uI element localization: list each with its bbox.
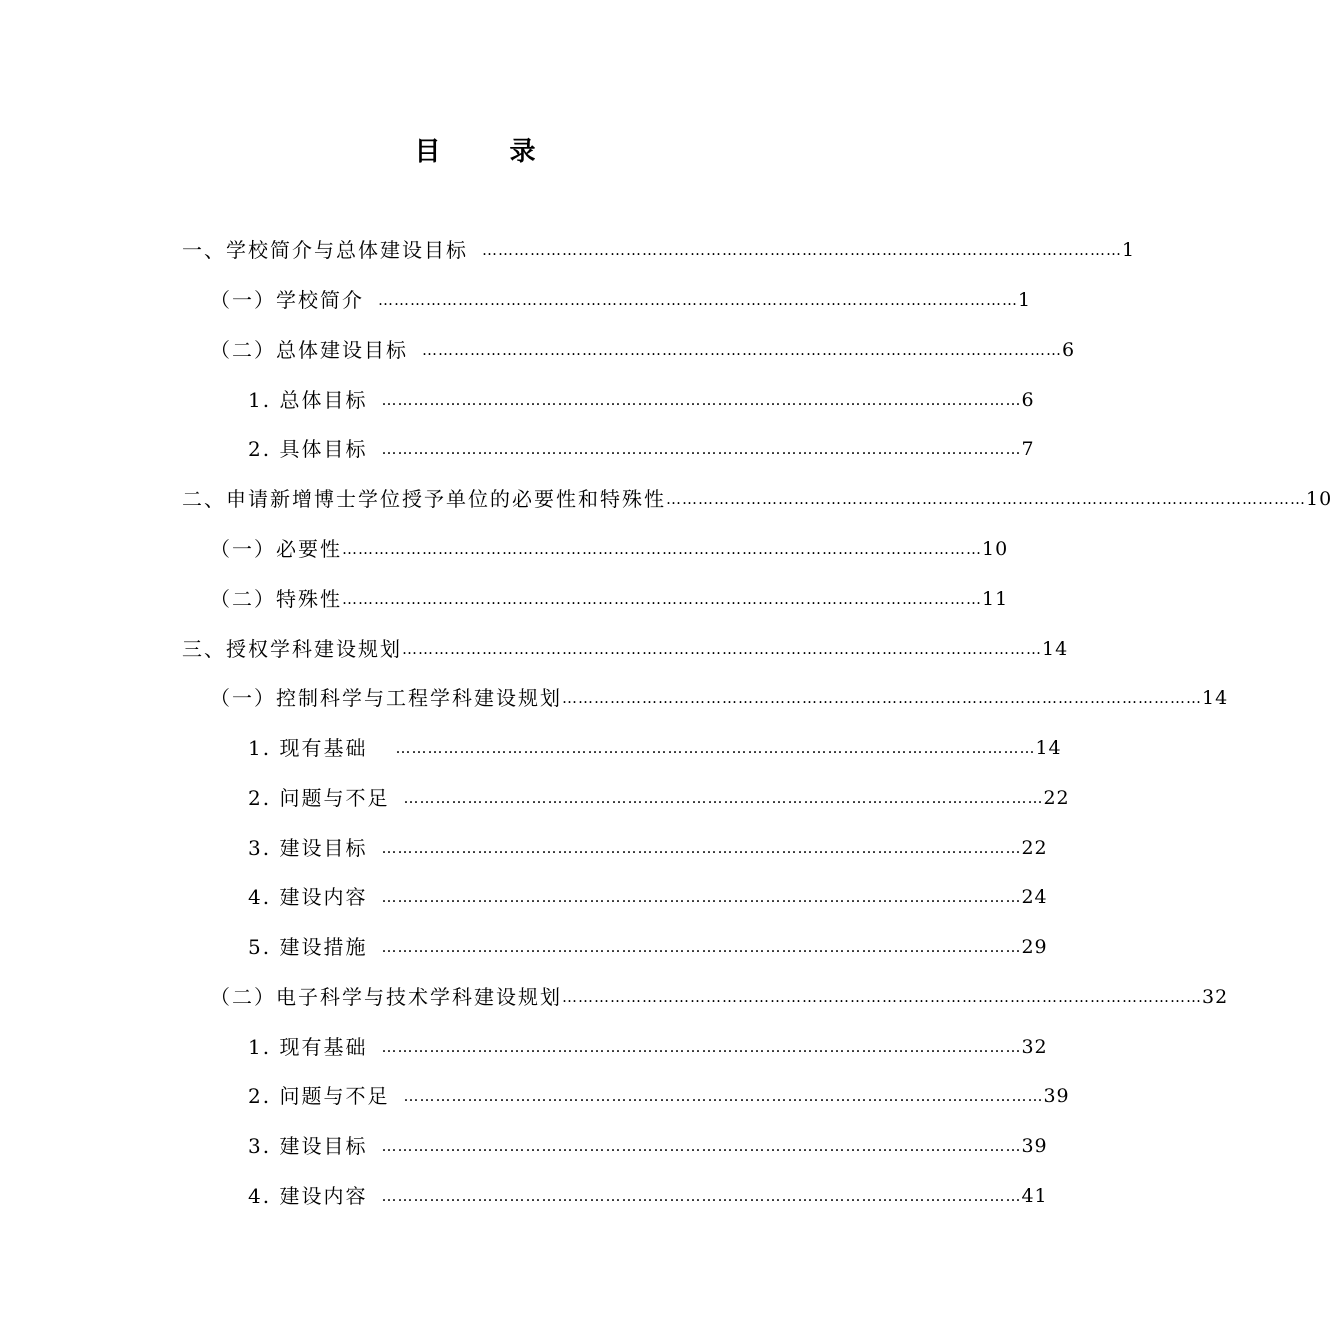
- dot-leader: …………………………………………………………………………………………………………: [381, 1137, 1022, 1155]
- toc-page-number: 32: [1202, 986, 1229, 1008]
- toc-entry[interactable]: [0, 385, 1035, 415]
- toc-page-number: 24: [1021, 886, 1048, 908]
- toc-entry-label: 2. 问题与不足: [248, 1084, 390, 1108]
- dot-leader: …………………………………………………………………………………………………………: [403, 789, 1044, 807]
- dot-leader: …………………………………………………………………………………………………………: [381, 1038, 1022, 1056]
- toc-page-number: 39: [1043, 1085, 1070, 1107]
- dot-leader: …………………………………………………………………………………………………………: [381, 391, 1022, 409]
- dot-leader: …………………………………………………………………………………………………………: [342, 590, 982, 608]
- toc-entry[interactable]: [0, 833, 1048, 863]
- dot-leader: …………………………………………………………………………………………………………: [422, 341, 1062, 359]
- toc-page-number: 1: [1018, 289, 1032, 311]
- toc-page-number: 7: [1021, 438, 1035, 460]
- toc-page-number: 14: [1202, 687, 1229, 709]
- toc-entry-label: （二）电子科学与技术学科建设规划: [210, 985, 562, 1009]
- toc-page-number: 29: [1021, 936, 1048, 958]
- toc-entry-label: 三、授权学科建设规划: [182, 637, 402, 661]
- toc-entry-label: （二）总体建设目标: [210, 338, 408, 362]
- toc-page-number: 14: [1035, 737, 1062, 759]
- dot-leader: …………………………………………………………………………………………………………: [482, 241, 1122, 259]
- page-title: 目 录: [414, 137, 566, 167]
- toc-entry[interactable]: [0, 733, 1062, 763]
- toc-entry-label: 一、学校简介与总体建设目标: [182, 238, 468, 262]
- toc-entry[interactable]: [0, 783, 1070, 813]
- dot-leader: …………………………………………………………………………………………………………: [666, 490, 1306, 508]
- toc-page-number: 41: [1021, 1185, 1048, 1207]
- toc-entry-label: 5. 建设措施: [248, 935, 368, 959]
- toc-entry-label: 3. 建设目标: [248, 836, 368, 860]
- toc-page-number: 10: [1306, 488, 1332, 510]
- toc-entry[interactable]: [0, 1081, 1070, 1111]
- toc-entry[interactable]: [0, 484, 1332, 514]
- toc-entry-label: 1. 总体目标: [248, 388, 368, 412]
- dot-leader: …………………………………………………………………………………………………………: [381, 888, 1022, 906]
- toc-entry-label: （一）必要性: [210, 537, 342, 561]
- toc-entry[interactable]: [0, 1032, 1048, 1062]
- toc-entry-label: 4. 建设内容: [248, 1184, 368, 1208]
- toc-entry[interactable]: [0, 534, 1009, 564]
- toc-entry[interactable]: [0, 235, 1136, 265]
- toc-entry-label: （二）特殊性: [210, 587, 342, 611]
- toc-page-number: 32: [1021, 1036, 1048, 1058]
- toc-page-number: 39: [1021, 1135, 1048, 1157]
- toc-entry[interactable]: [0, 434, 1035, 464]
- toc-entry[interactable]: [0, 982, 1229, 1012]
- dot-leader: …………………………………………………………………………………………………………: [402, 640, 1042, 658]
- toc-page-number: 22: [1043, 787, 1070, 809]
- toc-entry[interactable]: [0, 932, 1048, 962]
- toc-entry[interactable]: [0, 1131, 1048, 1161]
- toc-entry[interactable]: [0, 882, 1048, 912]
- dot-leader: …………………………………………………………………………………………………………: [381, 1187, 1022, 1205]
- toc-page-number: 22: [1021, 837, 1048, 859]
- toc-entry[interactable]: [0, 1181, 1048, 1211]
- toc-entry-label: 3. 建设目标: [248, 1134, 368, 1158]
- toc-entry-label: （一）学校简介: [210, 288, 364, 312]
- toc-page-number: 10: [982, 538, 1009, 560]
- toc-page-number: 14: [1042, 638, 1069, 660]
- dot-leader: …………………………………………………………………………………………………………: [403, 1087, 1044, 1105]
- toc-entry[interactable]: [0, 584, 1009, 614]
- dot-leader: …………………………………………………………………………………………………………: [562, 689, 1202, 707]
- toc-page-number: 11: [982, 588, 1009, 610]
- toc-page-number: 6: [1062, 339, 1076, 361]
- dot-leader: …………………………………………………………………………………………………………: [381, 839, 1022, 857]
- toc-entry-label: 4. 建设内容: [248, 885, 368, 909]
- toc-page-number: 1: [1122, 239, 1136, 261]
- dot-leader: …………………………………………………………………………………………………………: [381, 938, 1022, 956]
- toc-entry-label: 2. 具体目标: [248, 437, 368, 461]
- toc-entry[interactable]: [0, 634, 1069, 664]
- toc-entry-label: （一）控制科学与工程学科建设规划: [210, 686, 562, 710]
- dot-leader: …………………………………………………………………………………………………………: [342, 540, 982, 558]
- toc-entry-label: 1. 现有基础: [248, 1035, 368, 1059]
- toc-page-number: 6: [1021, 389, 1035, 411]
- dot-leader: …………………………………………………………………………………………………………: [381, 440, 1022, 458]
- toc-entry[interactable]: [0, 335, 1076, 365]
- toc-entry[interactable]: [0, 683, 1229, 713]
- dot-leader: …………………………………………………………………………………………………………: [562, 988, 1202, 1006]
- dot-leader: …………………………………………………………………………………………………………: [395, 739, 1036, 757]
- toc-entry-label: 1. 现有基础: [248, 736, 368, 760]
- toc-entry[interactable]: [0, 285, 1032, 315]
- dot-leader: …………………………………………………………………………………………………………: [378, 291, 1018, 309]
- toc-entry-label: 二、申请新增博士学位授予单位的必要性和特殊性: [182, 487, 666, 511]
- toc-entry-label: 2. 问题与不足: [248, 786, 390, 810]
